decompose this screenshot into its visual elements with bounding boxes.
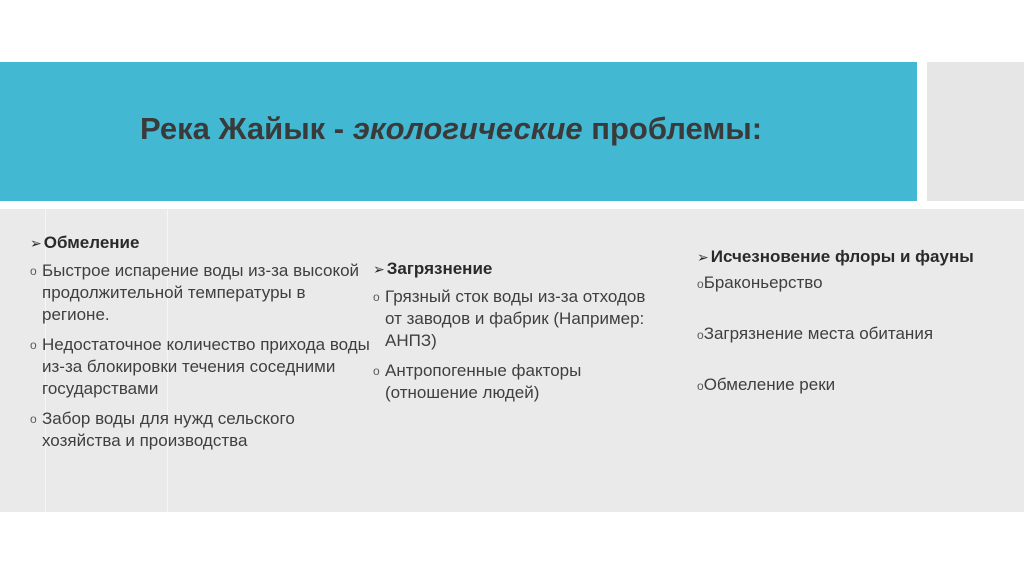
column-heading — [30, 232, 370, 254]
title-italic: экологические — [352, 111, 583, 146]
circle-bullet-icon: o — [373, 364, 380, 378]
list-item-text: Обмеление реки — [703, 375, 836, 394]
list-item — [30, 260, 370, 326]
column-shallowing — [30, 232, 370, 460]
list-item — [30, 334, 370, 400]
list-item-text: Недостаточное количество прихода воды из-за блокировки течения соседними государствами — [42, 335, 370, 398]
title-part1: Река Жайык - — [140, 111, 353, 146]
column-heading — [373, 258, 653, 280]
circle-bullet-icon: o — [30, 264, 37, 278]
list-item-text: Браконьерство — [703, 273, 823, 292]
list-item-text: Забор воды для нужд сельского хозяйства и производства — [42, 409, 295, 450]
heading-text: Исчезновение флоры и фауны — [710, 247, 974, 266]
list-item — [697, 272, 997, 295]
circle-bullet-icon: o — [697, 277, 704, 291]
list-item — [373, 360, 653, 404]
list-item-text: Грязный сток воды из-за отходов от заводов и фабрик (Например: АНПЗ) — [385, 287, 646, 350]
list-item — [697, 323, 997, 346]
circle-bullet-icon: o — [697, 379, 704, 393]
list-item — [30, 408, 370, 452]
spacer — [697, 295, 997, 319]
list-item — [373, 286, 653, 352]
heading-text: Обмеление — [43, 233, 140, 252]
slide-title — [140, 111, 762, 147]
banner-side-block — [927, 62, 1024, 201]
arrow-marker-icon: ➢ — [373, 261, 385, 277]
arrow-marker-icon: ➢ — [30, 235, 42, 251]
arrow-marker-icon: ➢ — [697, 249, 709, 265]
column-heading — [697, 246, 997, 268]
list-item-text: Антропогенные факторы (отношение людей) — [385, 361, 582, 402]
list-item-text: Загрязнение места обитания — [703, 324, 934, 343]
list-item-text: Быстрое испарение воды из-за высокой продолжительной температуры в регионе. — [42, 261, 360, 324]
circle-bullet-icon: o — [373, 290, 380, 304]
title-part2: проблемы: — [582, 111, 763, 146]
circle-bullet-icon: o — [30, 338, 37, 352]
item-list — [373, 286, 653, 404]
item-list — [30, 260, 370, 452]
circle-bullet-icon: o — [30, 412, 37, 426]
spacer — [697, 346, 997, 370]
heading-text: Загрязнение — [386, 259, 493, 278]
list-item — [697, 374, 997, 397]
circle-bullet-icon: o — [697, 328, 704, 342]
column-flora-fauna — [697, 246, 997, 397]
column-pollution — [373, 258, 653, 412]
